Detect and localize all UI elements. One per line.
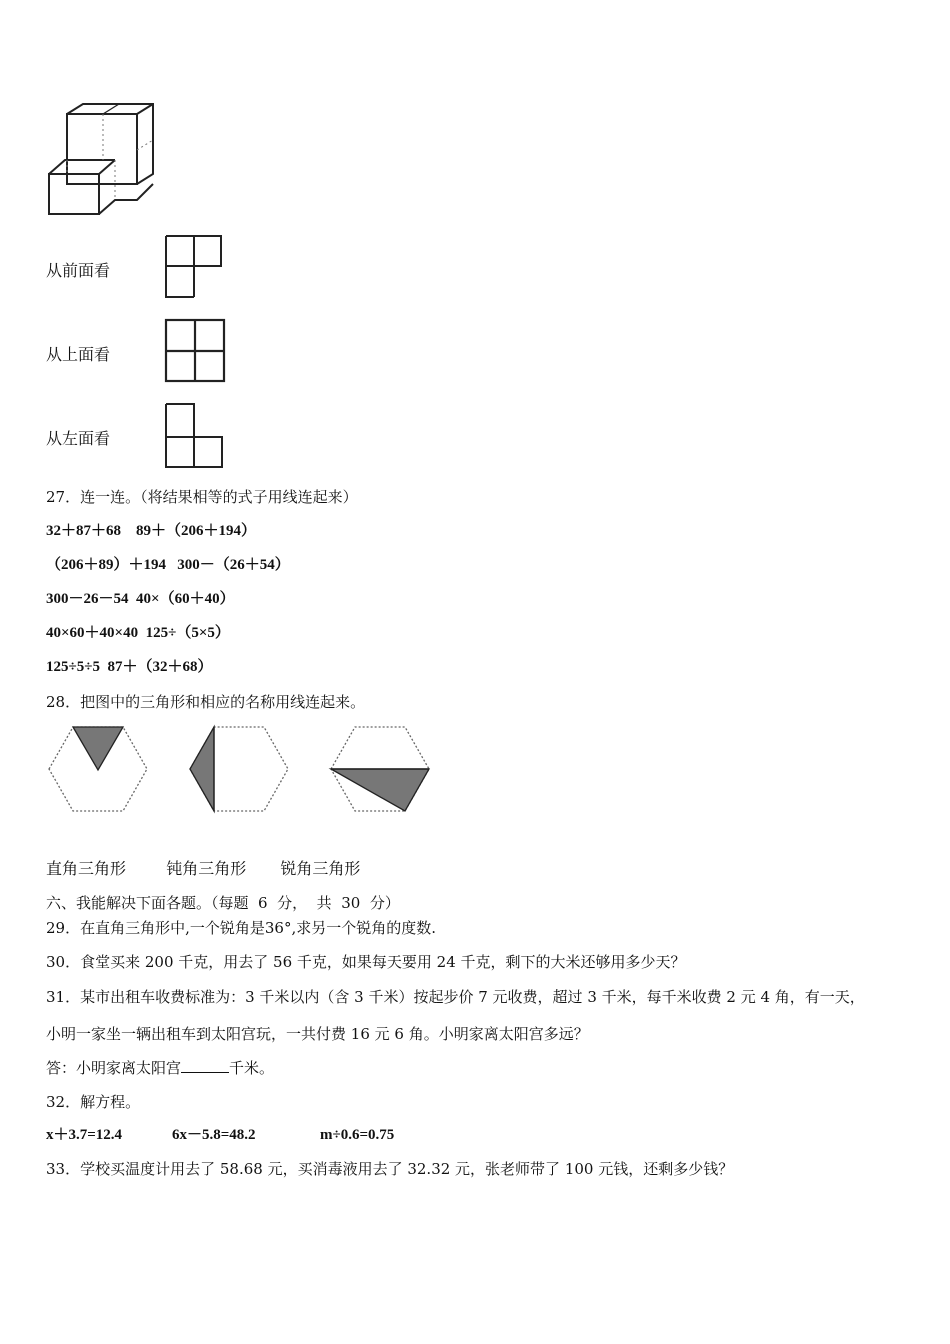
hexagon-right-triangle	[329, 725, 433, 815]
q27-right-expr: 125÷（5×5）	[145, 625, 230, 641]
hexagon-obtuse-triangle	[188, 725, 292, 815]
section6-title: 六、我能解决下面各题。（每题 6 分， 共 30 分）	[46, 894, 400, 912]
q27-row	[46, 623, 230, 643]
name-obtuse-triangle: 钝角三角形	[166, 859, 247, 878]
q27-left-expr: 40×60＋40×40	[46, 625, 139, 641]
q27-title: 27．连一连。（将结果相等的式子用线连起来）	[46, 488, 358, 506]
q31-answer-blank[interactable]	[181, 1058, 229, 1073]
front-view-grid	[164, 234, 224, 300]
q31-answer	[46, 1058, 274, 1078]
top-view-label: 从上面看	[46, 345, 111, 364]
q27-left-expr: 125÷5÷5	[46, 659, 100, 675]
q31-answer-suffix: 千米。	[229, 1059, 275, 1077]
q31-line2: 小明一家坐一辆出租车到太阳宫玩，一共付费 16 元 6 角。小明家离太阳宫多远？	[46, 1025, 589, 1043]
q27-left-expr: 32＋87＋68	[46, 523, 122, 539]
q27-right-expr: 87＋（32＋68）	[107, 659, 213, 675]
hexagon-acute-triangle	[47, 725, 151, 815]
q27-row	[46, 555, 290, 575]
cube-stack-figure	[47, 102, 157, 217]
top-view-grid	[164, 318, 226, 384]
q32-equation: m÷0.6=0.75	[320, 1127, 395, 1143]
q32-title: 32．解方程。	[46, 1093, 141, 1111]
front-view-label: 从前面看	[46, 261, 111, 280]
q27-left-expr: （206＋89）＋194	[46, 557, 167, 573]
q31-answer-prefix: 答：小明家离太阳宫	[46, 1059, 182, 1077]
q32-equation: 6x－5.8=48.2	[172, 1127, 256, 1143]
name-right-triangle: 直角三角形	[46, 859, 127, 878]
left-view-grid	[164, 402, 226, 470]
q32-equation: x＋3.7=12.4	[46, 1127, 123, 1143]
q27-row	[46, 657, 212, 677]
q27-right-expr: 40×（60＋40）	[136, 591, 235, 607]
q29-text: 29．在直角三角形中,一个锐角是36°,求另一个锐角的度数.	[46, 919, 436, 937]
q27-left-expr: 300－26－54	[46, 591, 129, 607]
q28-title: 28．把图中的三角形和相应的名称用线连起来。	[46, 693, 366, 711]
name-acute-triangle: 锐角三角形	[280, 859, 361, 878]
q27-row	[46, 521, 256, 541]
q28-names	[46, 859, 360, 879]
q31-line1: 31．某市出租车收费标准为：3 千米以内（含 3 千米）按起步价 7 元收费，超过 3 千米，每千米收费 2 元 4 角，有一天，	[46, 988, 865, 1006]
q33-text: 33．学校买温度计用去了 58.68 元，买消毒液用去了 32.32 元，张老师带了 100 元钱，还剩多少钱？	[46, 1160, 734, 1178]
q27-row	[46, 589, 235, 609]
q27-right-expr: 300－（26＋54）	[177, 557, 290, 573]
q30-text: 30．食堂买来 200 千克，用去了 56 千克，如果每天要用 24 千克，剩下的大米还够用多少天？	[46, 953, 686, 971]
left-view-label: 从左面看	[46, 429, 111, 448]
q27-right-expr: 89＋（206＋194）	[136, 523, 257, 539]
